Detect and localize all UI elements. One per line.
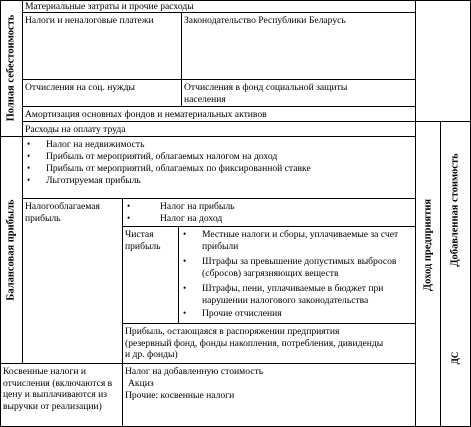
enterprise-income-label: Доход предприятия	[422, 198, 434, 292]
taxable-profit-divider	[122, 198, 123, 363]
bullet-icon: •	[127, 201, 131, 211]
profit-list-item: Прибыль от мероприятий, облагаемых налогом на доход	[46, 151, 278, 162]
vat-mark-label: ДС	[450, 351, 460, 365]
bullet-icon: •	[27, 175, 31, 185]
profit-list-item: Льготируемая прибыль	[46, 175, 141, 186]
retained-profit-text: Прибыль, остающаяся в распоряжении предприятия (резервный фонд, фонды накопления, потребления, дивиденды и др. фонды)	[125, 326, 384, 361]
profit-list-bottom	[22, 198, 415, 199]
profit-tax-row-bottom	[122, 226, 415, 227]
net-profit-deduction: Местные налоги и сборы, уплачиваемые за счет прибыли	[202, 229, 399, 252]
net-profit-divider	[178, 226, 179, 323]
taxes-nontax-text: Налоги и неналоговые платежи	[25, 15, 154, 26]
excise-text: Акциз	[128, 378, 154, 389]
depreciation-text: Амортизация основных фондов и нематериальных активов	[25, 109, 267, 120]
bullet-icon: •	[27, 139, 31, 149]
net-profit-text: Чистая прибыль	[125, 229, 161, 252]
social-deductions-text: Отчисления на соц. нужды	[25, 82, 136, 93]
bullet-icon: •	[127, 213, 131, 223]
social-row-bottom	[22, 106, 415, 107]
full-cost-label: Полная себестоимость	[5, 14, 17, 122]
labor-costs-text: Расходы на оплату труда	[25, 124, 126, 135]
indirect-taxes-text: Косвенные налоги и отчисления (включаются в цену и выплачиваются из выручки от реализации)	[3, 366, 113, 412]
income-tax-text: Налог на доход	[160, 213, 223, 224]
taxable-profit-text: Налогооблагаемая прибыль	[25, 201, 100, 224]
social-fund-text: Отчисления в фонд социальной защиты населения	[184, 82, 348, 105]
vat-text: Налог на добавленную стоимость	[125, 366, 264, 377]
net-profit-row-bottom	[122, 323, 415, 324]
profit-tax-text: Налог на прибыль	[160, 201, 235, 212]
taxes-row-bottom	[22, 79, 415, 80]
bullet-icon: •	[183, 256, 187, 266]
profit-list-item: Налог на недвижимость	[46, 139, 145, 150]
income-right-divider	[440, 121, 441, 427]
net-profit-deduction: Прочие отчисления	[202, 308, 282, 319]
balance-block-bottom	[0, 363, 415, 364]
bullet-icon: •	[183, 229, 187, 239]
labor-row-bottom	[0, 136, 415, 137]
bullet-icon: •	[183, 308, 187, 318]
balance-label-divider	[22, 136, 23, 363]
net-profit-deduction: Штрафы за превышение допустимых выбросов (сбросов) загрязняющих веществ	[202, 256, 397, 279]
material-costs-text: Материальные затраты и прочие расходы	[25, 1, 194, 12]
depreciation-row-bottom	[22, 121, 471, 122]
net-profit-deduction: Штрафы, пени, уплачиваемые в бюджет при нарушении налогового законодательства	[202, 283, 384, 306]
bullet-icon: •	[27, 151, 31, 161]
income-left-divider	[415, 0, 416, 427]
balance-profit-label: Балансовая прибыль	[5, 199, 17, 301]
value-added-label: Добавленная стоимость	[449, 153, 461, 267]
profit-list-item: Прибыль от мероприятий, облагаемых по фиксированной ставке	[46, 163, 311, 174]
bullet-icon: •	[183, 283, 187, 293]
other-indirect-text: Прочие: косвенные налоги	[125, 390, 235, 401]
indirect-divider	[122, 363, 123, 427]
legislation-text: Законодательство Республики Беларусь	[184, 15, 346, 26]
bullet-icon: •	[27, 163, 31, 173]
cost-label-divider	[22, 0, 23, 136]
tax-legislation-divider	[181, 12, 182, 106]
